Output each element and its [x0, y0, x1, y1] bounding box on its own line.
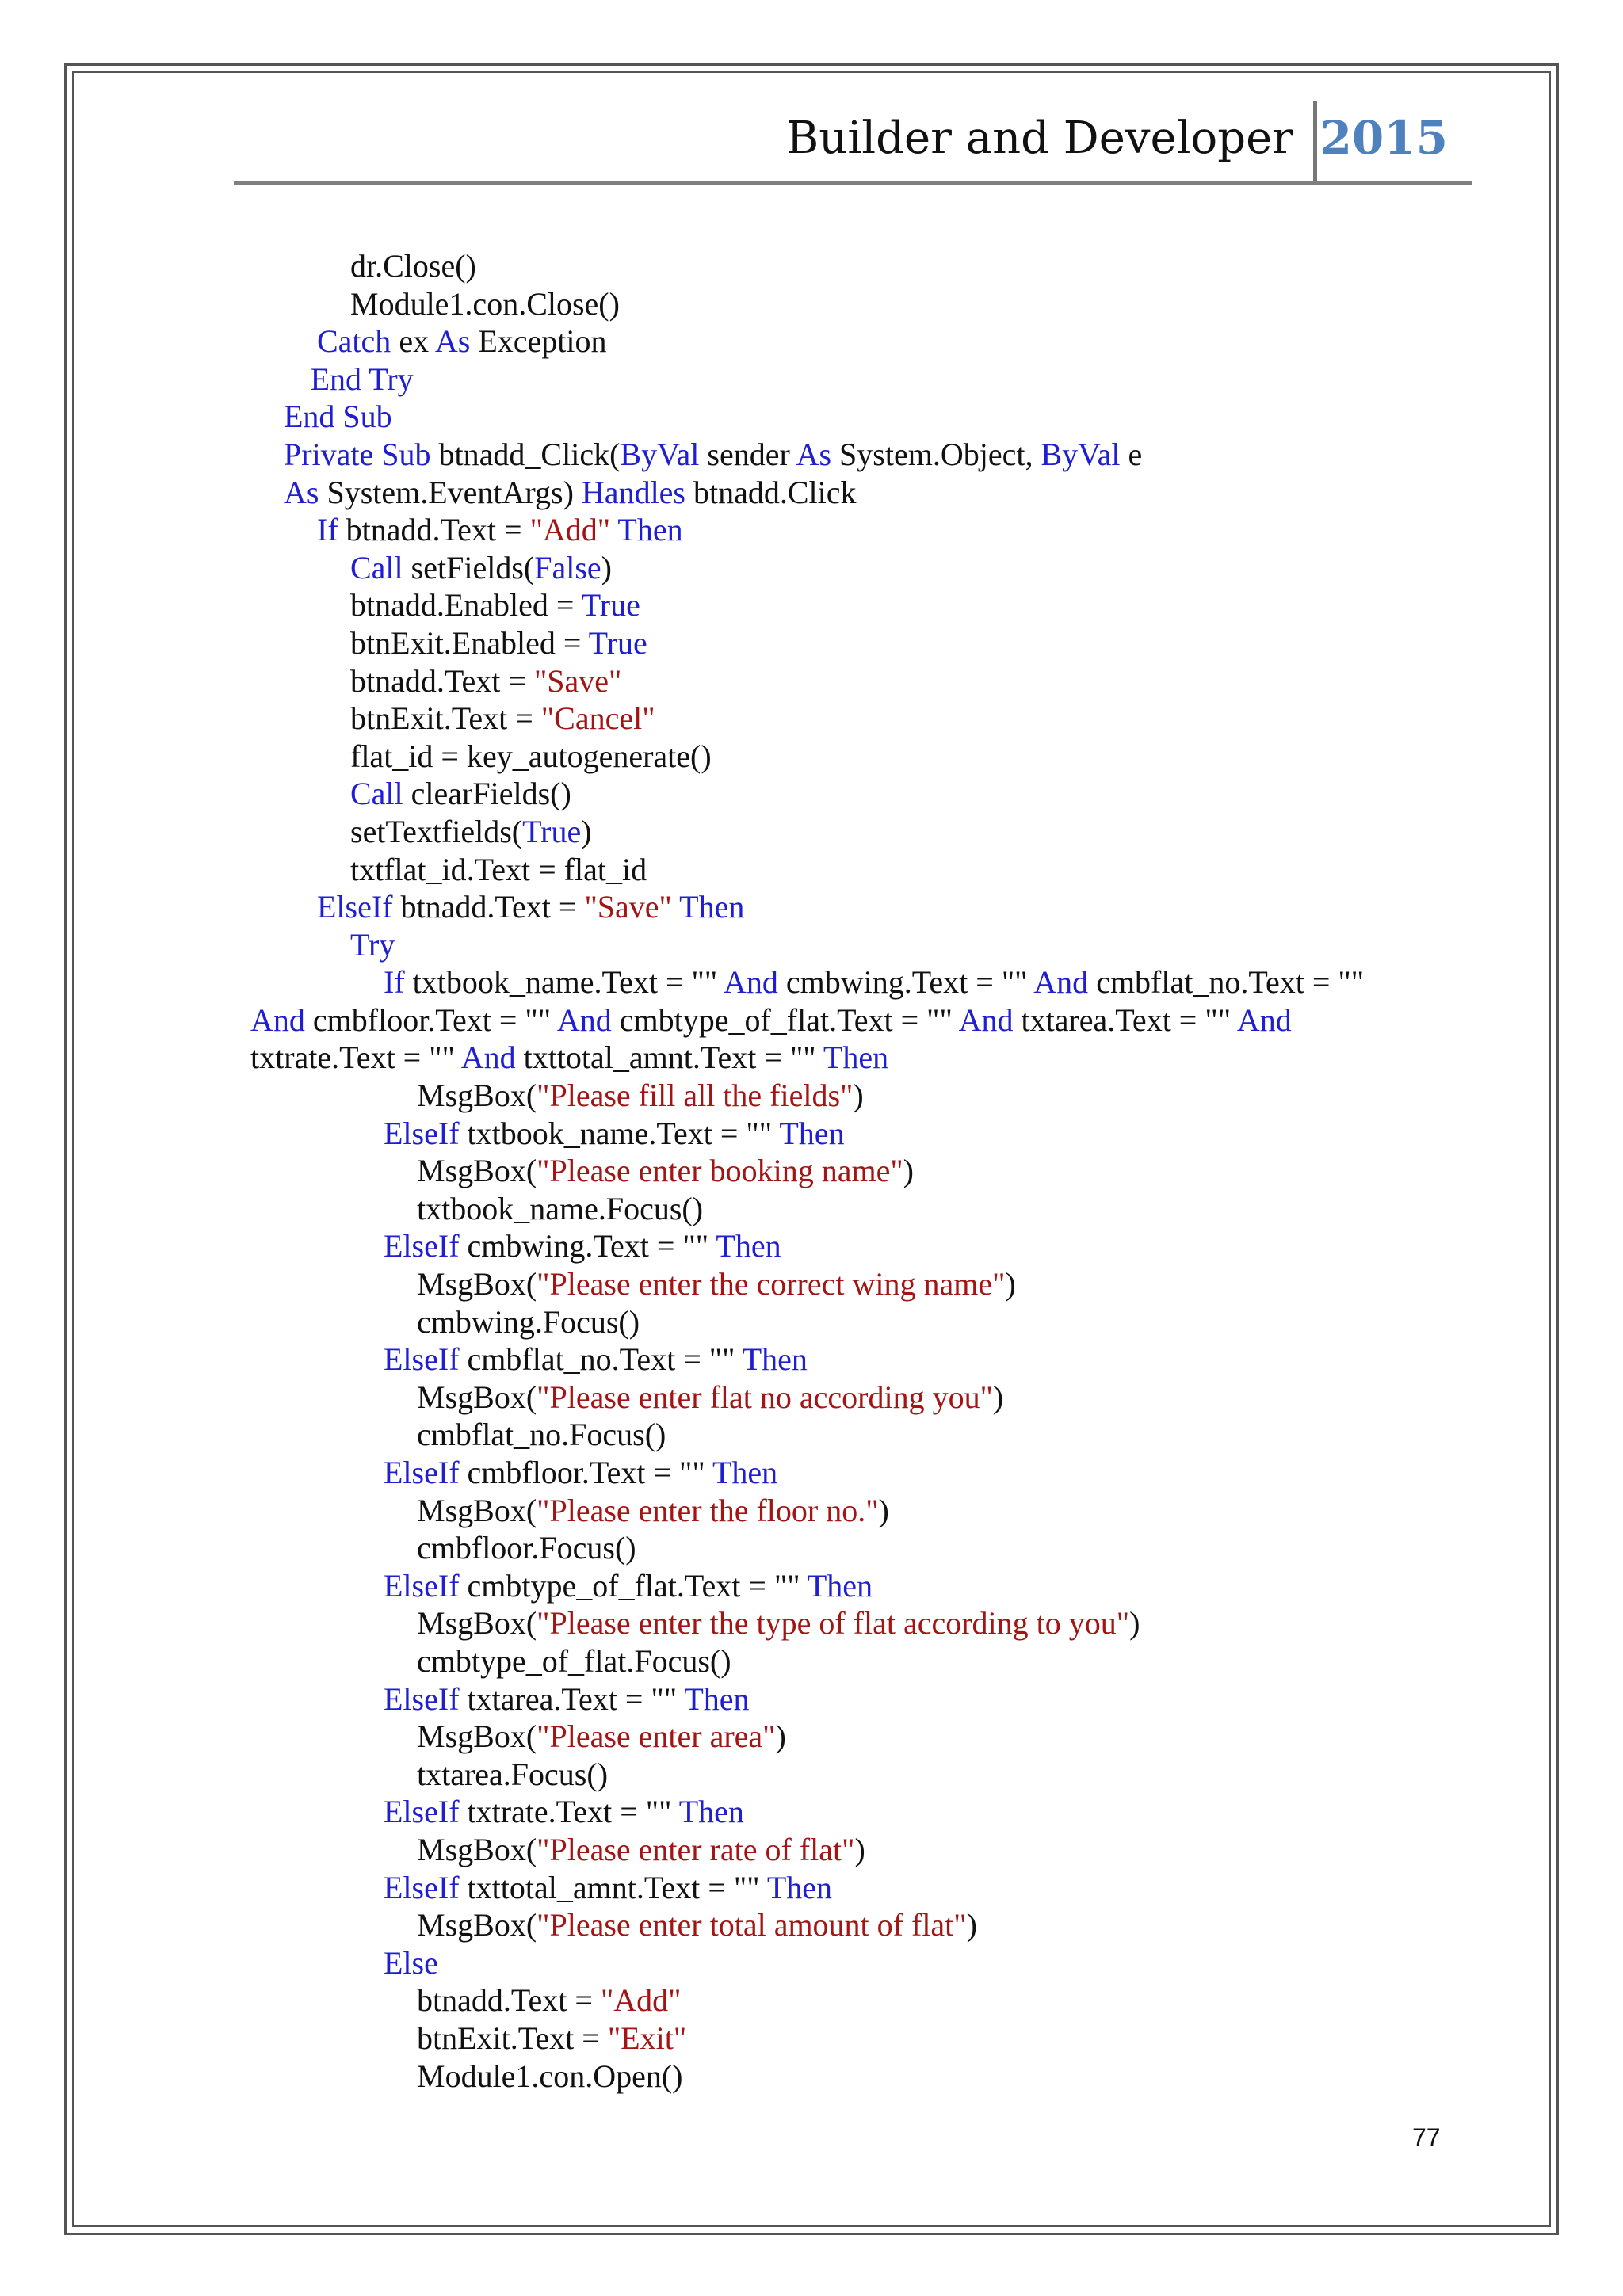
code-text: ) — [581, 813, 592, 849]
code-text: txtflat_id.Text = flat_id — [350, 851, 647, 887]
code-keyword: As — [434, 323, 471, 360]
code-keyword: Else — [384, 1944, 438, 1981]
code-line — [250, 1906, 1487, 1944]
code-keyword: ElseIf — [384, 1794, 460, 1830]
code-keyword: If — [384, 964, 405, 1001]
code-keyword: And — [460, 1039, 516, 1076]
code-text: cmbwing.Text = "" — [459, 1228, 716, 1264]
code-line — [250, 1869, 1487, 1907]
code-text: MsgBox( — [417, 1266, 537, 1302]
code-line — [250, 586, 1487, 624]
code-line — [250, 700, 1487, 738]
code-text: btnadd.Text = — [392, 889, 585, 925]
code-line — [250, 398, 1487, 436]
code-text: txtbook_name.Focus() — [417, 1190, 704, 1226]
code-text: ) — [853, 1077, 864, 1114]
code-line — [250, 926, 1487, 964]
code-text: cmbflat_no.Text = "" — [1088, 964, 1365, 1001]
code-line — [250, 1416, 1487, 1454]
header-separator — [1313, 101, 1317, 182]
code-keyword: Then — [766, 1869, 833, 1905]
code-keyword: ElseIf — [384, 1680, 460, 1717]
code-text: cmbwing.Text = "" — [777, 964, 1034, 1001]
code-text: cmbflat_no.Focus() — [417, 1417, 666, 1453]
code-string: "Save" — [584, 889, 672, 925]
code-string: "Please enter total amount of flat" — [537, 1907, 967, 1943]
code-string: "Please enter the floor no." — [537, 1492, 879, 1528]
code-text: txtarea.Text = "" — [1013, 1001, 1237, 1038]
code-text: btnadd_Click( — [430, 436, 621, 472]
code-keyword: As — [796, 436, 832, 472]
code-line — [250, 813, 1487, 851]
code-keyword: ElseIf — [384, 1341, 460, 1378]
code-keyword: Then — [742, 1341, 808, 1378]
code-keyword: Catch — [317, 323, 391, 360]
header-rule — [234, 181, 1472, 185]
code-keyword: Then — [807, 1567, 873, 1604]
code-line — [250, 1793, 1487, 1831]
code-string: "Please enter the correct wing name" — [537, 1266, 1006, 1302]
code-string: "Please enter rate of flat" — [537, 1831, 855, 1867]
code-keyword: Then — [684, 1680, 750, 1717]
code-keyword: Private Sub — [284, 436, 431, 472]
code-text: dr.Close() — [350, 248, 476, 284]
code-text: txttotal_amnt.Text = "" — [515, 1039, 823, 1076]
code-string: "Please enter area" — [537, 1718, 776, 1755]
code-text: Module1.con.Open() — [417, 2058, 683, 2094]
code-text: cmbtype_of_flat.Text = "" — [611, 1001, 959, 1038]
code-text: ) — [1129, 1605, 1140, 1642]
code-string: "Please enter flat no according you" — [537, 1379, 993, 1415]
code-line — [250, 436, 1487, 474]
code-keyword: And — [1033, 964, 1089, 1001]
code-keyword: Call — [350, 549, 403, 585]
code-keyword: ElseIf — [384, 1869, 460, 1905]
code-text: cmbtype_of_flat.Text = "" — [459, 1567, 808, 1604]
code-text: clearFields() — [403, 776, 571, 812]
code-text: btnadd.Click — [685, 474, 857, 510]
code-keyword: ElseIf — [384, 1228, 460, 1264]
code-line — [250, 1077, 1487, 1115]
code-line — [250, 1604, 1487, 1642]
code-keyword: End Sub — [284, 399, 392, 435]
code-text: MsgBox( — [417, 1907, 537, 1943]
code-string: "Exit" — [607, 2019, 687, 2056]
code-text: MsgBox( — [417, 1831, 537, 1867]
code-text: MsgBox( — [417, 1718, 537, 1755]
code-line — [250, 1718, 1487, 1756]
code-keyword: And — [250, 1001, 305, 1038]
code-line — [250, 1265, 1487, 1303]
code-line — [250, 549, 1487, 587]
code-line — [250, 1567, 1487, 1605]
code-line — [250, 1831, 1487, 1869]
code-text: cmbfloor.Text = "" — [304, 1001, 557, 1038]
code-line — [250, 775, 1487, 813]
code-keyword: True — [522, 813, 582, 849]
code-line — [250, 247, 1487, 285]
code-line — [250, 1454, 1487, 1492]
code-keyword: And — [724, 964, 778, 1001]
code-keyword: Then — [617, 512, 683, 548]
code-text: e — [1120, 436, 1143, 472]
code-keyword: ByVal — [1041, 436, 1121, 472]
code-keyword: Then — [679, 889, 745, 925]
code-text: btnadd.Enabled = — [350, 587, 582, 624]
code-keyword: And — [958, 1001, 1014, 1038]
code-text: cmbfloor.Focus() — [417, 1530, 636, 1566]
code-text — [610, 512, 617, 547]
code-line — [250, 2058, 1487, 2096]
code-text: cmbflat_no.Text = "" — [459, 1341, 743, 1378]
code-text — [672, 889, 679, 925]
code-line — [250, 511, 1487, 549]
code-text: btnExit.Text = — [417, 2019, 608, 2056]
code-line — [250, 662, 1487, 700]
code-text: ) — [878, 1492, 889, 1528]
code-keyword: ElseIf — [384, 1567, 460, 1604]
code-text: setTextfields( — [350, 813, 523, 849]
code-string: "Cancel" — [540, 700, 655, 737]
code-block — [250, 247, 1487, 2095]
code-string: "Save" — [533, 662, 622, 699]
code-line — [250, 1303, 1487, 1341]
code-text: ) — [1005, 1266, 1016, 1302]
code-text: txttotal_amnt.Text = "" — [459, 1869, 767, 1905]
code-text: setFields( — [403, 549, 535, 585]
code-string: "Please enter booking name" — [537, 1153, 903, 1189]
code-text: MsgBox( — [417, 1153, 537, 1189]
code-keyword: True — [581, 587, 640, 624]
code-keyword: Then — [823, 1039, 889, 1076]
code-line — [250, 1152, 1487, 1190]
code-text: cmbwing.Focus() — [417, 1303, 640, 1340]
code-keyword: Then — [712, 1455, 778, 1490]
page-header — [234, 101, 1472, 185]
code-line — [250, 1756, 1487, 1794]
code-text: flat_id = key_autogenerate() — [350, 738, 712, 774]
code-text: btnadd.Text = — [350, 662, 534, 699]
code-text: Exception — [470, 323, 607, 360]
code-keyword: As — [284, 474, 319, 510]
code-line — [250, 1190, 1487, 1228]
code-keyword: Then — [716, 1228, 781, 1264]
code-line — [250, 1341, 1487, 1379]
code-text: sender — [699, 436, 796, 472]
code-line — [250, 285, 1487, 323]
code-keyword: ElseIf — [384, 1455, 460, 1490]
code-string: "Please enter the type of flat according to you" — [537, 1605, 1130, 1642]
code-keyword: ElseIf — [384, 1115, 460, 1151]
code-keyword: Try — [350, 926, 395, 963]
page-number: 77 — [1412, 2123, 1441, 2152]
code-text: txtarea.Text = "" — [459, 1680, 685, 1717]
code-text: ) — [966, 1907, 977, 1943]
code-string: "Add" — [600, 1982, 682, 2019]
code-text: MsgBox( — [417, 1379, 537, 1415]
code-keyword: Then — [678, 1794, 744, 1830]
code-text: ) — [775, 1718, 786, 1755]
code-text: MsgBox( — [417, 1077, 537, 1114]
code-line — [250, 1227, 1487, 1265]
code-text: txtrate.Text = "" — [250, 1039, 461, 1076]
header-year: 2015 — [1319, 111, 1448, 165]
code-text: System.EventArgs) — [319, 474, 582, 510]
code-keyword: And — [1236, 1001, 1292, 1038]
code-line — [250, 888, 1487, 926]
code-line — [250, 1642, 1487, 1680]
code-line — [250, 851, 1487, 889]
code-text: ) — [992, 1379, 1004, 1415]
code-text: txtbook_name.Text = "" — [404, 964, 724, 1001]
code-text: MsgBox( — [417, 1605, 537, 1642]
code-keyword: If — [317, 512, 338, 548]
code-text: MsgBox( — [417, 1492, 537, 1528]
code-keyword: Then — [779, 1115, 845, 1151]
code-line — [250, 738, 1487, 776]
code-keyword: True — [588, 624, 647, 661]
code-text: btnExit.Enabled = — [350, 624, 589, 661]
code-line — [250, 360, 1487, 399]
code-keyword: ByVal — [620, 436, 700, 472]
code-text: txtarea.Focus() — [417, 1756, 609, 1792]
header-title: Builder and Developer — [786, 113, 1293, 164]
code-text: ) — [903, 1153, 914, 1189]
code-line — [250, 1379, 1487, 1417]
code-text: ex — [391, 323, 435, 360]
code-keyword: Call — [350, 776, 403, 812]
code-keyword: ElseIf — [317, 889, 393, 925]
code-line — [250, 963, 1487, 1001]
code-line — [250, 1981, 1487, 2019]
code-text: cmbtype_of_flat.Focus() — [417, 1642, 731, 1679]
code-text: btnadd.Text = — [338, 512, 530, 548]
code-string: "Add" — [529, 512, 611, 548]
code-text: txtbook_name.Text = "" — [459, 1115, 780, 1151]
code-line — [250, 1680, 1487, 1718]
code-text: txtrate.Text = "" — [459, 1794, 679, 1830]
code-line — [250, 1944, 1487, 1982]
code-text: System.Object, — [831, 436, 1041, 472]
code-line — [250, 1115, 1487, 1153]
code-line — [250, 1039, 1487, 1077]
code-line — [250, 474, 1487, 512]
code-line — [250, 1492, 1487, 1530]
code-text: cmbfloor.Text = "" — [459, 1455, 712, 1490]
code-keyword: Handles — [581, 474, 685, 510]
code-keyword: False — [534, 549, 601, 585]
code-keyword: End Try — [310, 360, 414, 397]
code-keyword: And — [556, 1001, 612, 1038]
code-string: "Please fill all the fields" — [537, 1077, 854, 1114]
code-line — [250, 1001, 1487, 1039]
code-text: Module1.con.Close() — [350, 285, 620, 322]
code-line — [250, 2019, 1487, 2058]
code-text: btnadd.Text = — [417, 1982, 601, 2019]
code-line — [250, 322, 1487, 360]
code-line — [250, 624, 1487, 662]
code-text: btnExit.Text = — [350, 700, 541, 737]
code-text: ) — [601, 549, 612, 585]
code-text: ) — [854, 1831, 865, 1867]
code-line — [250, 1529, 1487, 1567]
